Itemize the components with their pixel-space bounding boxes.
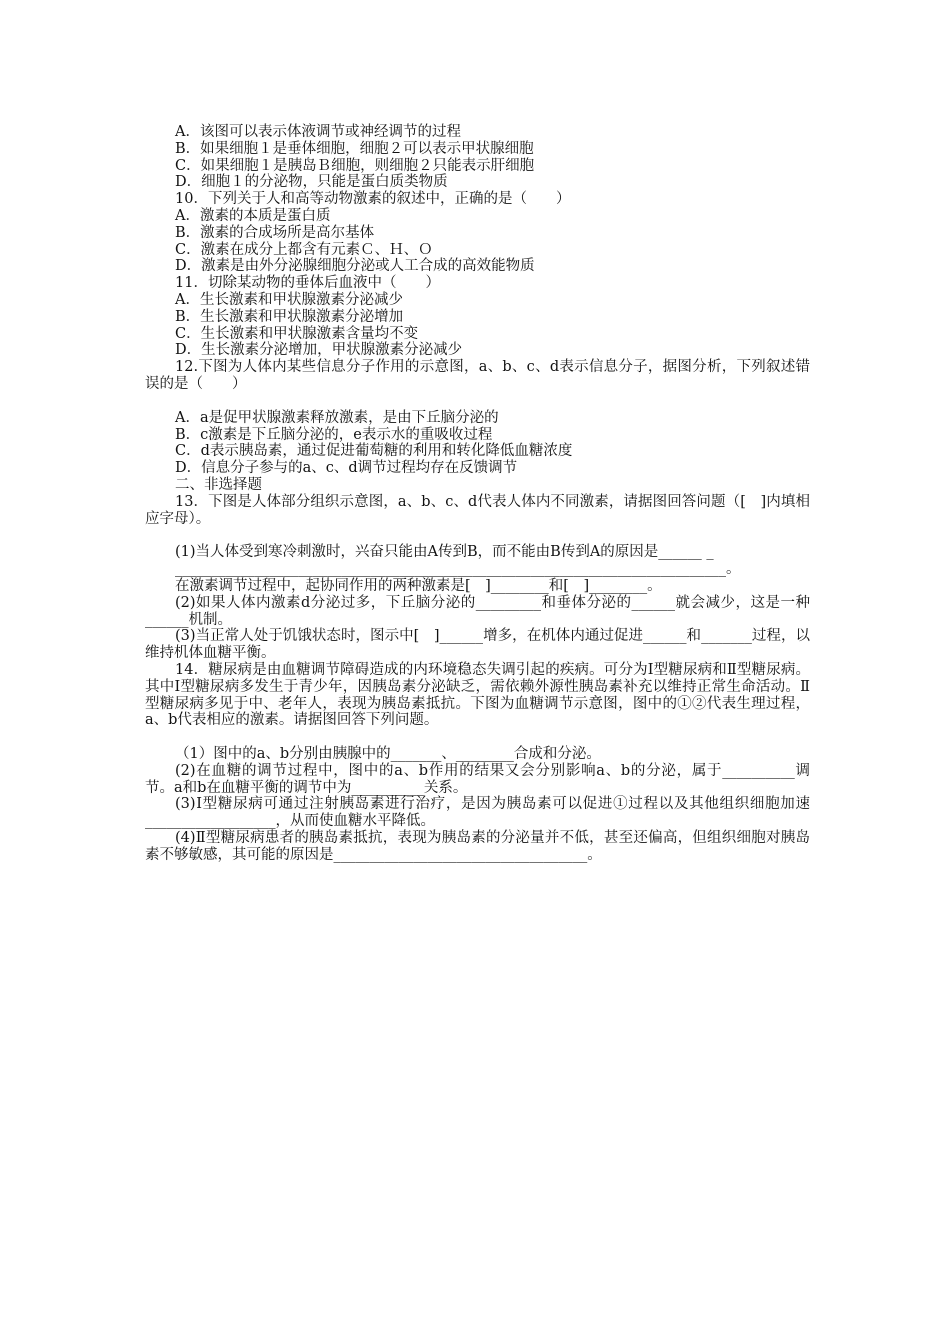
q11-option-c: C．生长激素和甲状腺激素含量均不变 bbox=[175, 325, 419, 342]
q12-option-c: C．d表示胰岛素，通过促进葡萄糖的利用和转化降低血糖浓度 bbox=[175, 443, 573, 460]
q14-part3: (3)Ⅰ型糖尿病可通过注射胰岛素进行治疗，是因为胰岛素可以促进①过程以及其他组织细胞加速__________________，从而使血糖水平降低。 bbox=[145, 796, 810, 830]
q11-option-b: B．生长激素和甲状腺激素分泌增加 bbox=[175, 308, 404, 325]
q13-stem: 13．下图是人体部分组织示意图，a、b、c、d代表人体内不同激素，请据图回答问题（[ ]内填相应字母）。 bbox=[145, 493, 810, 527]
q13-part1-line1: (1)当人体受到寒冷刺激时，兴奋只能由A传到B，而不能由B传到A的原因是______ _ bbox=[175, 544, 714, 561]
q12-option-d: D．信息分子参与的a、c、d调节过程均存在反馈调节 bbox=[175, 460, 518, 477]
q13-part2: (2)如果人体内激素d分泌过多，下丘脑分泌的_________和垂体分泌的______就会减少，这是一种______机制。 bbox=[145, 594, 810, 628]
question-13 bbox=[145, 494, 810, 662]
q9-option-a: A．该图可以表示体液调节或神经调节的过程 bbox=[175, 124, 461, 140]
q11-stem: 11．切除某动物的垂体后血液中（ ） bbox=[175, 275, 440, 292]
q10-option-d: D．激素是由外分泌腺细胞分泌或人工合成的高效能物质 bbox=[175, 258, 535, 275]
q9-option-d: D．细胞１的分泌物，只能是蛋白质类物质 bbox=[175, 174, 448, 191]
question-9-options bbox=[145, 124, 810, 191]
q12-option-b: B．c激素是下丘脑分泌的，e表示水的重吸收过程 bbox=[175, 426, 493, 443]
q13-part1-line3: 在激素调节过程中，起协同作用的两种激素是[ ]________和[ ]________。 bbox=[175, 577, 662, 594]
q13-figure-space bbox=[145, 527, 810, 544]
q9-option-c: C．如果细胞１是胰岛Ｂ细胞，则细胞２只能表示肝细胞 bbox=[175, 157, 535, 174]
q14-part2: (2)在血糖的调节过程中，图中的a、b作用的结果又会分别影响a、b的分泌，属于__________调节。a和b在血糖平衡的调节中为__________关系。 bbox=[145, 762, 810, 796]
q12-figure-space bbox=[145, 393, 810, 410]
q12-option-a: A．a是促甲状腺激素释放激素，是由下丘脑分泌的 bbox=[175, 409, 499, 426]
question-11 bbox=[145, 275, 810, 359]
q13-part3: (3)当正常人处于饥饿状态时，图示中[ ]______增多，在机体内通过促进______和_______过程，以维持机体血糖平衡。 bbox=[145, 628, 810, 662]
q9-option-b: B．如果细胞１是垂体细胞，细胞２可以表示甲状腺细胞 bbox=[175, 140, 534, 157]
q10-option-b: B．激素的合成场所是高尔基体 bbox=[175, 224, 375, 241]
q13-part1-line2: ____________________________________________________________________________。 bbox=[175, 561, 741, 578]
q11-option-a: A．生长激素和甲状腺激素分泌减少 bbox=[175, 291, 403, 308]
q10-stem: 10．下列关于人和高等动物激素的叙述中，正确的是（ ） bbox=[175, 191, 571, 208]
q10-option-a: A．激素的本质是蛋白质 bbox=[175, 207, 331, 224]
q10-option-c: C．激素在成分上都含有元素Ｃ、Ｈ、Ｏ bbox=[175, 241, 433, 258]
q14-part1: （1）图中的a、b分别由胰腺中的_______、________合成和分泌。 bbox=[175, 746, 601, 763]
question-12 bbox=[145, 359, 810, 477]
question-10 bbox=[145, 191, 810, 275]
section-heading-non-choice: 二、非选择题 bbox=[175, 476, 262, 493]
question-14 bbox=[145, 662, 810, 864]
q11-option-d: D．生长激素分泌增加，甲状腺激素分泌减少 bbox=[175, 342, 463, 359]
page-content bbox=[145, 124, 810, 864]
q12-stem: 12.下图为人体内某些信息分子作用的示意图，a、b、c、d表示信息分子，据图分析，下列叙述错误的是（ ） bbox=[145, 359, 810, 392]
q14-figure-space bbox=[145, 729, 810, 746]
q14-stem: 14．糖尿病是由血糖调节障碍造成的内环境稳态失调引起的疾病。可分为Ⅰ型糖尿病和Ⅱ型糖尿病。其中Ⅰ型糖尿病多发生于青少年，因胰岛素分泌缺乏，需依赖外源性胰岛素补充以维持正常生命活动。Ⅱ型糖尿病多见于中、老年人，表现为胰岛素抵抗。下图为血糖调节示意图，图中的①②代表生理过程，a、b代表相应的激素。请据图回答下列问题。 bbox=[145, 661, 810, 729]
q14-part4: (4)Ⅱ型糖尿病患者的胰岛素抵抗，表现为胰岛素的分泌量并不低，甚至还偏高，但组织细胞对胰岛素不够敏感，其可能的原因是___________________________________。 bbox=[145, 830, 810, 863]
